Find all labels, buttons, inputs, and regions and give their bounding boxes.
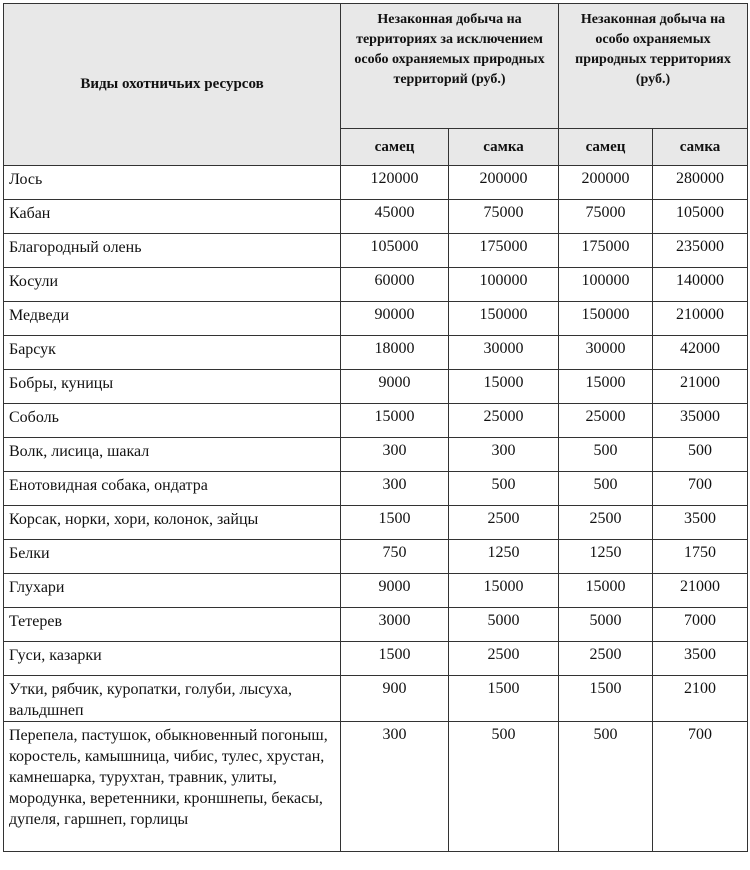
outside-female-value: 300 (449, 438, 559, 472)
inside-male-value: 30000 (559, 336, 653, 370)
species-name: Глухари (4, 574, 341, 608)
outside-female-value: 175000 (449, 234, 559, 268)
species-name: Перепела, пастушок, обыкновенный погоныш, коростель, камышница, чибис, тулес, хрустан, камнешарка, турухтан, травник, улиты, мородунка, веретенники, кроншнепы, бекасы, дупеля, гаршнеп, горлицы (4, 722, 341, 852)
species-name: Утки, рябчик, куропатки, голуби, лысуха, вальдшнеп (4, 676, 341, 722)
outside-male-value: 3000 (341, 608, 449, 642)
inside-male-value: 200000 (559, 166, 653, 200)
outside-female-value: 15000 (449, 574, 559, 608)
inside-female-value: 210000 (653, 302, 748, 336)
outside-female-value: 500 (449, 722, 559, 852)
inside-female-value: 1750 (653, 540, 748, 574)
species-name: Кабан (4, 200, 341, 234)
species-name: Бобры, куницы (4, 370, 341, 404)
inside-female-value: 3500 (653, 506, 748, 540)
inside-male-value: 2500 (559, 506, 653, 540)
inside-male-value: 175000 (559, 234, 653, 268)
inside-male-value: 2500 (559, 642, 653, 676)
inside-male-value: 15000 (559, 574, 653, 608)
species-name: Косули (4, 268, 341, 302)
table-row (4, 676, 748, 722)
table-row (4, 540, 748, 574)
inside-female-value: 700 (653, 722, 748, 852)
outside-female-value: 500 (449, 472, 559, 506)
inside-female-value: 35000 (653, 404, 748, 438)
outside-male-value: 300 (341, 472, 449, 506)
header-outside-male: самец (341, 129, 449, 166)
inside-male-value: 25000 (559, 404, 653, 438)
species-name: Лось (4, 166, 341, 200)
inside-female-value: 42000 (653, 336, 748, 370)
outside-male-value: 9000 (341, 574, 449, 608)
outside-female-value: 1500 (449, 676, 559, 722)
species-name: Тетерев (4, 608, 341, 642)
inside-female-value: 21000 (653, 574, 748, 608)
outside-female-value: 15000 (449, 370, 559, 404)
inside-male-value: 5000 (559, 608, 653, 642)
species-name: Соболь (4, 404, 341, 438)
outside-male-value: 120000 (341, 166, 449, 200)
table-row (4, 574, 748, 608)
inside-female-value: 235000 (653, 234, 748, 268)
inside-female-value: 21000 (653, 370, 748, 404)
outside-male-value: 1500 (341, 642, 449, 676)
inside-male-value: 150000 (559, 302, 653, 336)
outside-male-value: 1500 (341, 506, 449, 540)
inside-male-value: 75000 (559, 200, 653, 234)
table-row (4, 200, 748, 234)
inside-male-value: 1250 (559, 540, 653, 574)
table-row (4, 234, 748, 268)
species-name: Барсук (4, 336, 341, 370)
table-row (4, 336, 748, 370)
inside-male-value: 15000 (559, 370, 653, 404)
species-name: Волк, лисица, шакал (4, 438, 341, 472)
species-name: Гуси, казарки (4, 642, 341, 676)
damage-rates-table (3, 3, 748, 852)
species-name: Благородный олень (4, 234, 341, 268)
table-row (4, 642, 748, 676)
outside-male-value: 15000 (341, 404, 449, 438)
header-species: Виды охотничьих ресурсов (4, 4, 341, 166)
table-row (4, 268, 748, 302)
table-row (4, 472, 748, 506)
outside-female-value: 150000 (449, 302, 559, 336)
species-name: Енотовидная собака, ондатра (4, 472, 341, 506)
inside-male-value: 500 (559, 722, 653, 852)
outside-male-value: 300 (341, 438, 449, 472)
species-name: Корсак, норки, хори, колонок, зайцы (4, 506, 341, 540)
outside-male-value: 105000 (341, 234, 449, 268)
outside-female-value: 1250 (449, 540, 559, 574)
inside-female-value: 140000 (653, 268, 748, 302)
header-group-outside-protected: Незаконная добыча на территориях за исключением особо охраняемых природных территорий (руб.) (341, 4, 559, 129)
inside-female-value: 500 (653, 438, 748, 472)
outside-male-value: 18000 (341, 336, 449, 370)
table-row (4, 404, 748, 438)
inside-female-value: 2100 (653, 676, 748, 722)
outside-male-value: 9000 (341, 370, 449, 404)
inside-female-value: 280000 (653, 166, 748, 200)
table-row (4, 302, 748, 336)
inside-male-value: 500 (559, 472, 653, 506)
inside-female-value: 700 (653, 472, 748, 506)
table-row (4, 438, 748, 472)
table-row (4, 722, 748, 852)
outside-female-value: 2500 (449, 506, 559, 540)
table-row (4, 506, 748, 540)
outside-female-value: 75000 (449, 200, 559, 234)
outside-male-value: 90000 (341, 302, 449, 336)
outside-male-value: 900 (341, 676, 449, 722)
outside-female-value: 200000 (449, 166, 559, 200)
outside-female-value: 30000 (449, 336, 559, 370)
inside-female-value: 3500 (653, 642, 748, 676)
outside-female-value: 2500 (449, 642, 559, 676)
inside-male-value: 1500 (559, 676, 653, 722)
outside-male-value: 60000 (341, 268, 449, 302)
outside-female-value: 100000 (449, 268, 559, 302)
outside-male-value: 300 (341, 722, 449, 852)
species-name: Медведи (4, 302, 341, 336)
outside-male-value: 45000 (341, 200, 449, 234)
table-row (4, 608, 748, 642)
inside-female-value: 7000 (653, 608, 748, 642)
header-inside-female: самка (653, 129, 748, 166)
header-outside-female: самка (449, 129, 559, 166)
table-row (4, 166, 748, 200)
outside-female-value: 25000 (449, 404, 559, 438)
header-group-inside-protected: Незаконная добыча на особо охраняемых природных территориях (руб.) (559, 4, 748, 129)
header-inside-male: самец (559, 129, 653, 166)
table-row (4, 370, 748, 404)
outside-male-value: 750 (341, 540, 449, 574)
outside-female-value: 5000 (449, 608, 559, 642)
inside-male-value: 500 (559, 438, 653, 472)
species-name: Белки (4, 540, 341, 574)
inside-male-value: 100000 (559, 268, 653, 302)
inside-female-value: 105000 (653, 200, 748, 234)
